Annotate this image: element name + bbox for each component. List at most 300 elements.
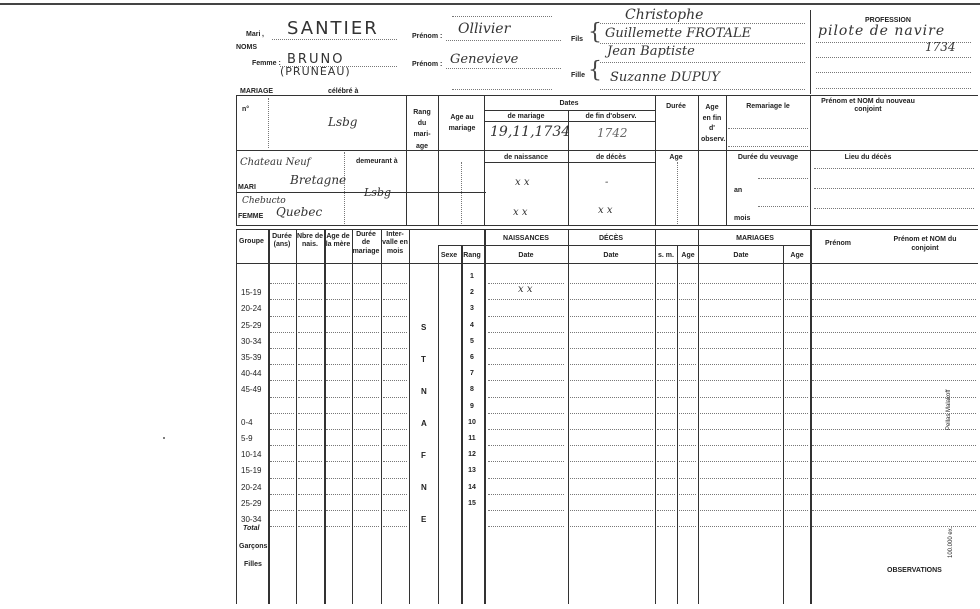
row-dotline <box>570 283 653 284</box>
dates-sub-line-2 <box>484 121 655 122</box>
row-dotline <box>570 364 653 365</box>
row-dotline <box>679 413 696 414</box>
fille-1: Suzanne DUPUY <box>610 70 720 85</box>
demeurant-label: demeurant à <box>356 158 398 165</box>
row-dotline <box>570 332 653 333</box>
row-dotline <box>785 413 808 414</box>
row-dotline <box>270 526 294 527</box>
deces-date-header: Date <box>603 252 619 259</box>
fils-1: Christophe <box>625 7 704 23</box>
observations-label: OBSERVATIONS <box>887 567 942 574</box>
col-age-end <box>698 229 699 604</box>
row-dotline <box>570 526 653 527</box>
rank-number: 5 <box>470 337 474 345</box>
row-dotline <box>383 461 407 462</box>
row-dotline <box>270 510 294 511</box>
rank-number: 12 <box>468 451 476 459</box>
col-sexe-end <box>461 245 463 604</box>
duree-veuvage-label: Durée du veuvage <box>737 154 799 161</box>
mariage-bottom-line <box>236 225 978 226</box>
de-naissance-label: de naissance <box>504 154 548 161</box>
row-dotline <box>383 348 407 349</box>
row-dotline <box>570 316 653 317</box>
femme-label: Femme : <box>252 60 281 67</box>
row-dotline <box>326 445 350 446</box>
row-dotline <box>354 494 379 495</box>
garcons-label: Garçons <box>239 543 268 550</box>
mari-label: Mari <box>246 31 261 38</box>
row-dotline <box>326 380 350 381</box>
col-naiss-end <box>568 229 569 604</box>
row-dotline <box>570 478 653 479</box>
col-duree <box>268 229 270 604</box>
age-mariage-label: Age au mariage <box>448 114 476 133</box>
row-dotline <box>383 316 407 317</box>
row-dotline <box>785 299 808 300</box>
rank-number: 14 <box>468 483 476 491</box>
an-label: an <box>734 187 743 194</box>
row-dotline <box>298 348 322 349</box>
row-dotline <box>570 299 653 300</box>
mari-origin-2: Bretagne <box>290 173 347 187</box>
row-dotline <box>383 445 407 446</box>
row-dotline <box>700 461 781 462</box>
row-dotline <box>679 332 696 333</box>
mari-demeurant-divider <box>344 152 345 224</box>
row-dotline <box>354 364 379 365</box>
row-dotline <box>488 526 564 527</box>
fille-brace: { <box>588 58 602 83</box>
row-dotline <box>270 461 294 462</box>
row-dotline <box>657 526 675 527</box>
printer-mark: Pellas Malakoff <box>946 389 952 430</box>
mariage-divider-8 <box>810 95 811 225</box>
mois-label: mois <box>734 215 751 222</box>
row-dotline <box>657 494 675 495</box>
row-dotline <box>657 348 675 349</box>
rang-label: Rang du mari- age <box>413 109 431 150</box>
row-dotline <box>700 316 781 317</box>
col-rang-end <box>484 229 486 604</box>
row-dotline <box>488 413 564 414</box>
row-dotline <box>812 461 976 462</box>
rang-header: Rang <box>463 252 481 259</box>
conjoint-line <box>810 150 978 151</box>
rank-number: 13 <box>468 467 476 475</box>
row-dotline <box>270 283 294 284</box>
copies-mark: 100.000 ex. <box>948 526 954 558</box>
rank-number: 2 <box>470 289 474 297</box>
row-dotline <box>570 348 653 349</box>
mariages-header: MARIAGES <box>736 235 774 242</box>
row-dotline <box>270 348 294 349</box>
intervalle-header: Inter- valle en mois <box>382 231 408 255</box>
row-dotline <box>326 299 350 300</box>
fils-brace: { <box>588 20 602 45</box>
row-dotline <box>326 526 350 527</box>
row-dotline <box>812 332 976 333</box>
mariage-mid-line <box>236 150 810 151</box>
total-label: Total <box>243 525 260 532</box>
conjoint-header: Prénom et NOM du conjoint <box>893 236 957 253</box>
femme-name-1: BRUNO <box>287 52 345 67</box>
mariage-divider-2 <box>438 95 439 225</box>
dureemar-header: Durée de mariage <box>352 231 380 255</box>
row-dotline <box>570 413 653 414</box>
row-dotline <box>785 478 808 479</box>
row-dotline <box>298 397 322 398</box>
mari-name-line <box>272 39 397 40</box>
mariage-left-line <box>236 95 237 225</box>
profession-line-1 <box>816 42 971 43</box>
dates-sub-line-3 <box>484 162 655 163</box>
filles-label: Filles <box>244 561 262 568</box>
row-dotline <box>657 332 675 333</box>
row-dotline <box>785 332 808 333</box>
group-label: 40-44 <box>241 369 262 379</box>
group-label: 10-14 <box>241 450 262 460</box>
row-dotline <box>657 445 675 446</box>
lieu-line-1 <box>814 168 974 169</box>
row-dotline <box>785 364 808 365</box>
row-dotline <box>270 413 294 414</box>
row-dotline <box>700 510 781 511</box>
row-dotline <box>326 364 350 365</box>
naissances-header: NAISSANCES <box>503 235 549 242</box>
row-dotline <box>354 445 379 446</box>
row-dotline <box>326 316 350 317</box>
mari-deces: - <box>605 177 609 188</box>
row-dotline <box>488 494 564 495</box>
row-dotline <box>657 380 675 381</box>
group-label: 35-39 <box>241 353 262 362</box>
femme-origin-1: Chebucto <box>242 196 286 206</box>
row-dotline <box>326 413 350 414</box>
rank-number: 9 <box>470 402 474 410</box>
row-dotline <box>488 299 564 300</box>
row-dotline <box>298 413 322 414</box>
row-dotline <box>298 461 322 462</box>
rank-number: 4 <box>470 321 474 329</box>
enfants-letter: E <box>421 515 427 524</box>
row-dotline <box>812 348 976 349</box>
row-dotline <box>785 494 808 495</box>
row-dotline <box>657 413 675 414</box>
row-dotline <box>679 526 696 527</box>
celebre-label: célébré à <box>328 88 359 95</box>
mariage-divider-7 <box>726 95 727 225</box>
row-dotline <box>326 461 350 462</box>
row-dotline <box>383 364 407 365</box>
naissance-rank2: x x <box>518 284 533 295</box>
femme-prenom-bottom-dots <box>452 89 552 90</box>
rank-number: 7 <box>470 370 474 378</box>
de-fin-label: de fin d'observ. <box>585 113 637 120</box>
row-dotline <box>298 364 322 365</box>
prenom-header: Prénom <box>824 240 852 247</box>
subheader-line <box>438 245 810 246</box>
mar-age-header: Age <box>790 252 804 259</box>
row-dotline <box>700 478 781 479</box>
col-intervalle-end <box>409 229 410 604</box>
row-dotline <box>354 510 379 511</box>
row-dotline <box>785 429 808 430</box>
row-dotline <box>785 316 808 317</box>
dates-label: Dates <box>559 100 579 107</box>
row-dotline <box>812 316 976 317</box>
col-sm-end <box>677 245 678 604</box>
lieu-line-2 <box>814 188 974 189</box>
age-fin-label: Age en fin d' observ. <box>701 104 726 143</box>
row-dotline <box>657 397 675 398</box>
row-dotline <box>383 283 407 284</box>
row-dotline <box>270 380 294 381</box>
remariage-label: Remariage le <box>746 103 790 110</box>
row-dotline <box>354 413 379 414</box>
row-dotline <box>488 397 564 398</box>
row-dotline <box>298 526 322 527</box>
row-dotline <box>679 429 696 430</box>
row-dotline <box>326 494 350 495</box>
row-dotline <box>270 332 294 333</box>
mari-prenom: Ollivier <box>458 21 511 37</box>
duree-label: Durée <box>666 103 686 110</box>
row-dotline <box>700 283 781 284</box>
row-dotline <box>785 397 808 398</box>
row-dotline <box>354 397 379 398</box>
row-dotline <box>383 380 407 381</box>
sm-header: s. m. <box>658 252 674 259</box>
enfants-letter: S <box>421 323 427 332</box>
rank-number: 1 <box>470 273 474 280</box>
col-agemere <box>324 229 326 604</box>
row-dotline <box>354 461 379 462</box>
veuvage-an-line <box>758 178 808 179</box>
row-dotline <box>679 445 696 446</box>
row-dotline <box>657 316 675 317</box>
row-dotline <box>785 510 808 511</box>
row-dotline <box>354 478 379 479</box>
rank-number: 10 <box>468 418 476 426</box>
row-dotline <box>298 510 322 511</box>
row-dotline <box>354 429 379 430</box>
group-label: 25-29 <box>241 320 262 330</box>
profession-divider <box>810 10 811 94</box>
dates-sub-line <box>484 110 655 111</box>
row-dotline <box>700 397 781 398</box>
row-dotline <box>679 316 696 317</box>
enfants-letter: N <box>421 483 427 492</box>
row-dotline <box>326 283 350 284</box>
top-rule <box>0 3 980 5</box>
mariage-divider-1 <box>406 95 407 225</box>
fille-label: Fille <box>571 72 586 79</box>
row-dotline <box>383 526 407 527</box>
row-dotline <box>383 494 407 495</box>
row-dotline <box>298 283 322 284</box>
nbre-header: Nbre de nais. <box>296 233 324 249</box>
enfants-letter: N <box>421 387 427 396</box>
duree-ans-header: Durée (ans) <box>272 233 292 249</box>
row-dotline <box>700 413 781 414</box>
row-dotline <box>270 316 294 317</box>
row-dotline <box>298 445 322 446</box>
row-dotline <box>700 526 781 527</box>
row-dotline <box>383 332 407 333</box>
row-dotline <box>679 510 696 511</box>
femme-name-2: (PRUNEAU) <box>280 65 351 78</box>
row-dotline <box>270 429 294 430</box>
row-dotline <box>383 429 407 430</box>
row-dotline <box>270 478 294 479</box>
rank-number: 6 <box>470 354 474 361</box>
rank-number: 3 <box>470 305 474 313</box>
row-dotline <box>812 364 976 365</box>
row-dotline <box>270 397 294 398</box>
group-label: 25-29 <box>241 498 262 508</box>
femme-prenom: Genevieve <box>450 52 519 67</box>
row-dotline <box>700 299 781 300</box>
row-dotline <box>700 380 781 381</box>
row-dotline <box>488 478 564 479</box>
row-dotline <box>570 461 653 462</box>
femme-naissance: x x <box>513 207 528 218</box>
row-dotline <box>298 494 322 495</box>
fils-line-3 <box>600 62 805 63</box>
row-dotline <box>812 283 976 284</box>
row-dotline <box>570 494 653 495</box>
row-dotline <box>326 348 350 349</box>
lieu-deces-label: Lieu du décès <box>844 154 892 161</box>
row-dotline <box>326 332 350 333</box>
col-groupe-left <box>236 229 237 604</box>
no-box-line <box>268 98 269 148</box>
mari-prenom-label: Prénom : <box>412 33 443 40</box>
col-dureemar <box>352 229 353 604</box>
mariage-label: MARIAGE <box>240 88 274 95</box>
group-label: 45-49 <box>241 385 262 395</box>
no-label: n° <box>242 106 250 113</box>
row-dotline <box>570 429 653 430</box>
row-dotline <box>700 348 781 349</box>
row-dotline <box>785 526 808 527</box>
fils-line-1 <box>600 23 805 24</box>
rank-number: 15 <box>468 499 476 507</box>
femme-row-label: FEMME <box>238 213 264 220</box>
row-dotline <box>383 413 407 414</box>
row-dotline <box>270 299 294 300</box>
row-dotline <box>657 510 675 511</box>
deces-header: DÉCÈS <box>598 235 624 242</box>
table-header-line <box>236 263 978 264</box>
row-dotline <box>326 510 350 511</box>
profession-value: pilote de navire <box>818 23 946 39</box>
groupe-header: Groupe <box>239 238 264 245</box>
mariage-place: Lsbg <box>328 115 358 129</box>
date-fin: 1742 <box>597 126 628 140</box>
noms-label: NOMS <box>236 44 257 51</box>
row-dotline <box>812 478 976 479</box>
row-dotline <box>785 461 808 462</box>
row-dotline <box>488 364 564 365</box>
femme-deces: x x <box>598 205 613 216</box>
row-dotline <box>298 478 322 479</box>
row-dotline <box>700 364 781 365</box>
mariage-divider-5 <box>655 95 656 225</box>
table-top-line <box>236 229 978 230</box>
row-dotline <box>298 316 322 317</box>
group-label: 20-24 <box>241 304 262 314</box>
profession-line-2 <box>816 57 971 58</box>
group-label: 0-4 <box>241 417 253 427</box>
mariage-divider-6 <box>698 95 699 225</box>
group-label: 15-19 <box>241 466 262 476</box>
mari-colon: , <box>262 31 264 38</box>
row-dotline <box>270 494 294 495</box>
row-dotline <box>785 283 808 284</box>
row-dotline <box>679 299 696 300</box>
age-inner-divider <box>461 162 462 224</box>
row-dotline <box>657 283 675 284</box>
row-dotline <box>383 299 407 300</box>
row-dotline <box>785 380 808 381</box>
col-mar-age-end <box>810 229 812 604</box>
row-dotline <box>270 364 294 365</box>
sexe-header: Sexe <box>440 252 458 259</box>
row-dotline <box>354 332 379 333</box>
row-dotline <box>812 510 976 511</box>
row-dotline <box>657 364 675 365</box>
row-dotline <box>298 380 322 381</box>
mar-date-header: Date <box>733 252 749 259</box>
group-label: 30-34 <box>241 515 262 524</box>
row-dotline <box>679 364 696 365</box>
agemere-header: Age de la mère <box>325 233 351 249</box>
col-enfants-end <box>438 245 439 604</box>
mari-row-line <box>236 192 486 193</box>
veuvage-mois-line <box>758 206 808 207</box>
mari-demeurant: Lsbg <box>364 186 392 199</box>
remariage-line-2 <box>728 146 808 147</box>
row-dotline <box>570 397 653 398</box>
row-dotline <box>570 445 653 446</box>
prenom-top-dots <box>452 16 552 17</box>
fille-line-1 <box>600 89 805 90</box>
fils-3: Jean Baptiste <box>607 44 695 59</box>
lieu-line-3 <box>814 208 974 209</box>
group-label: 20-24 <box>241 482 262 492</box>
row-dotline <box>270 445 294 446</box>
row-dotline <box>298 299 322 300</box>
row-dotline <box>354 316 379 317</box>
col-mar-date-end <box>783 245 784 604</box>
mari-naissance: x x <box>515 177 530 188</box>
de-deces-label: de décès <box>596 154 626 161</box>
row-dotline <box>700 445 781 446</box>
mari-prenom-line <box>446 40 561 41</box>
femme-prenom-line <box>446 68 561 69</box>
fils-label: Fils <box>571 36 584 43</box>
row-dotline <box>812 494 976 495</box>
profession-line-4 <box>816 88 971 89</box>
row-dotline <box>679 348 696 349</box>
row-dotline <box>812 445 976 446</box>
row-dotline <box>679 461 696 462</box>
mariage-top-line <box>236 95 978 96</box>
row-dotline <box>679 380 696 381</box>
col-nbre <box>296 229 297 604</box>
row-dotline <box>354 348 379 349</box>
